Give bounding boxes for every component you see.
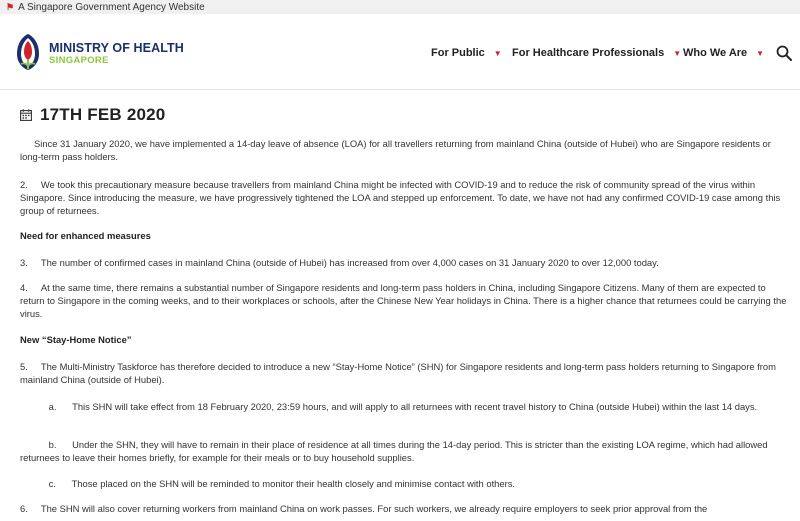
calendar-icon [20,109,32,121]
paragraph-5: 5. The Multi-Ministry Taskforce has therefore decided to introduce a new “Stay-Home Notice” (SHN) for Singapore residents and long-term pass holders returning to Singapore from mainland China (outside of Hubei). [20,361,776,385]
nav-for-public[interactable] [431,47,502,59]
logo-subtitle: SINGAPORE [49,55,109,66]
gov-banner-text: A Singapore Government Agency Website [18,1,205,13]
caret-down-icon: ▼ [493,48,502,58]
gov-banner [0,0,800,14]
article-date: 17TH FEB 2020 [40,105,166,124]
nav-for-public-label: For Public [431,47,485,59]
caret-down-icon: ▼ [756,48,765,58]
paragraph-5a: a. This SHN will take effect from 18 February 2020, 23:59 hours, and will apply to all returnees with recent travel history to China (outside Hubei) within the last 14 days. [20,401,758,412]
caret-down-icon: ▼ [673,48,682,58]
paragraph-5c: c. Those placed on the SHN will be reminded to monitor their health closely and minimise contact with others. [20,478,516,489]
paragraph-5b: b. Under the SHN, they will have to remain in their place of residence at all times during the 14-day period. This is stricter than the existing LOA regime, which had allowed returnees to leave their homes briefly, for example for their meals or to buy household supplies. [20,439,768,463]
lion-head-icon: ⚑ [6,1,15,12]
nav-for-healthcare-professionals-label: For Healthcare Professionals [512,47,665,59]
nav-who-we-are[interactable] [683,47,764,59]
search-icon[interactable] [776,45,792,61]
paragraph-2: 2. We took this precautionary measure because travellers from mainland China might be infected with COVID-19 and to reduce the risk of community spread of the virus within Singapore. Since introducing the measure, we have progressively tightened the LOA and stepped up enforcement. To date, we have not had any confirmed COVID-19 case among this group of returnees. [20,179,781,216]
site-header [0,14,800,90]
paragraph-4: 4. At the same time, there remains a substantial number of Singapore residents and long-term pass holders in China, including Singapore Citizens. Many of them are expected to return to Singapore in the coming weeks, and to their workplaces or schools, after the Chinese New Year holidays in China. There is a higher chance that returnees could be carrying the virus. [20,282,787,319]
logo-title[interactable]: MINISTRY OF HEALTH [49,41,184,55]
paragraph-1: Since 31 January 2020, we have implemented a 14-day leave of absence (LOA) for all travellers returning from mainland China (outside of Hubei) who are Singapore residents or long-term pass holders. [20,138,771,162]
moh-logo-icon[interactable] [14,32,42,72]
heading-stay-home-notice: New “Stay-Home Notice” [20,334,132,345]
paragraph-3: 3. The number of confirmed cases in mainland China (outside of Hubei) has increased from over 4,000 cases on 31 January 2020 to over 12,000 today. [20,257,659,268]
paragraph-6: 6. The SHN will also cover returning workers from mainland China on work passes. For such workers, we already require employers to seek prior approval from the [20,503,708,514]
heading-enhanced-measures: Need for enhanced measures [20,230,151,241]
nav-who-we-are-label: Who We Are [683,47,748,59]
nav-for-healthcare-professionals[interactable] [512,47,681,59]
article-date-row [20,105,165,125]
article-content [0,91,800,521]
